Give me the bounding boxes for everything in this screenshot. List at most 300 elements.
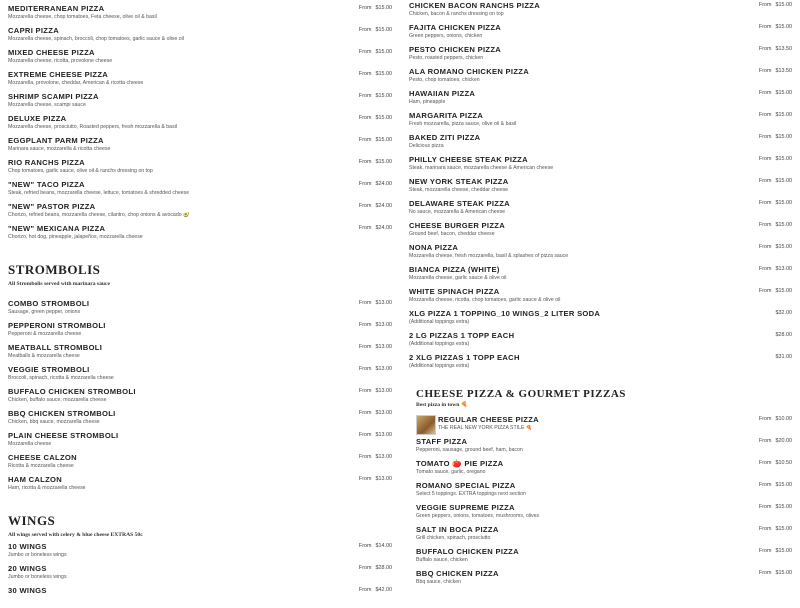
item-price	[776, 332, 793, 338]
from-label: From	[758, 504, 772, 510]
item-name: SHRIMP SCAMPI PIZZA	[8, 92, 99, 101]
from-label: From	[358, 587, 372, 593]
from-label: From	[758, 416, 772, 422]
item-price	[759, 266, 792, 272]
item-description: Mozzarella cheese, ricotta, provolone cheese	[8, 58, 113, 64]
from-label: From	[358, 159, 372, 165]
menu-item[interactable]	[8, 475, 392, 497]
menu-item[interactable]	[416, 569, 792, 591]
item-description: Jumbo or boneless wings	[8, 552, 67, 558]
item-description: Mozzarella cheese	[8, 441, 52, 447]
item-price	[359, 93, 392, 99]
item-name: DELUXE PIZZA	[8, 114, 67, 123]
item-name: NEW YORK STEAK PIZZA	[409, 177, 509, 186]
item-description: Pepperoni & mozzarella cheese	[8, 331, 82, 337]
item-description: No sauce, mozzarella & American cheese	[409, 209, 506, 215]
from-label: From	[358, 203, 372, 209]
item-price	[359, 203, 392, 209]
from-label: From	[758, 288, 772, 294]
price-value: $13.00	[375, 344, 392, 350]
item-description: Mozzarella, provolone, cheddar, American & ricotta cheese	[8, 80, 144, 86]
item-price	[359, 27, 392, 33]
from-label: From	[358, 454, 372, 460]
price-value: $42.00	[375, 587, 392, 593]
price-value: $28.00	[775, 332, 792, 338]
item-description: Ground beef, bacon, cheddar cheese	[409, 231, 495, 237]
item-name: ALA ROMANO CHICKEN PIZZA	[409, 67, 529, 76]
menu-item[interactable]	[8, 180, 392, 202]
price-value: $13.00	[375, 366, 392, 372]
item-name: "NEW" PASTOR PIZZA	[8, 202, 96, 211]
item-price	[759, 460, 792, 466]
item-description: Pepperoni, sausage, ground beef, ham, bacon	[416, 447, 523, 453]
from-label: From	[358, 543, 372, 549]
menu-item[interactable]	[416, 415, 792, 437]
menu-item[interactable]	[416, 459, 792, 481]
item-description: Chorizo, hot dog, pineapple, jalapeños, mozzarella cheese	[8, 234, 143, 240]
item-description: Bbq sauce, chicken	[416, 579, 461, 585]
strombolis-section	[8, 262, 392, 497]
menu-item[interactable]	[8, 4, 392, 26]
item-description: Meatballs & mozzarella cheese	[8, 353, 80, 359]
price-value: $13.00	[375, 410, 392, 416]
item-price	[359, 159, 392, 165]
item-price	[359, 454, 392, 460]
item-name: BIANCA PIZZA (WHITE)	[409, 265, 500, 274]
price-value: $15.00	[375, 93, 392, 99]
item-price	[359, 181, 392, 187]
price-value: $15.00	[375, 49, 392, 55]
menu-item[interactable]	[409, 265, 792, 287]
wings-title: WINGS	[8, 513, 56, 528]
price-value: $24.00	[375, 203, 392, 209]
from-label: From	[758, 222, 772, 228]
item-name: MEATBALL STROMBOLI	[8, 343, 103, 352]
item-description: Grill chicken, spinach, prosciutto	[416, 535, 491, 541]
item-description: Jumbo or boneless wings	[8, 574, 67, 580]
left-column	[8, 0, 392, 595]
menu-item[interactable]	[8, 564, 392, 586]
menu-item[interactable]	[8, 365, 392, 387]
wings-subtitle: All wings served with celery & blue cheese EXTRAS 50c	[8, 532, 143, 538]
item-description: Ricotta & mozzarella cheese	[8, 463, 74, 469]
item-name: STAFF PIZZA	[416, 437, 468, 446]
menu-item[interactable]	[409, 199, 792, 221]
item-price	[359, 115, 392, 121]
item-description: Chicken, buffalo sauce, mozzarella cheese	[8, 397, 107, 403]
from-label: From	[758, 460, 772, 466]
from-label: From	[358, 432, 372, 438]
price-value: $15.00	[375, 71, 392, 77]
item-price	[759, 156, 792, 162]
price-value: $13.00	[375, 300, 392, 306]
from-label: From	[758, 438, 772, 444]
price-value: $15.00	[775, 548, 792, 554]
item-name: BBQ CHICKEN PIZZA	[416, 569, 499, 578]
gourmet-section	[416, 388, 792, 591]
price-value: $28.00	[375, 565, 392, 571]
item-description: Ham, pineapple	[409, 99, 446, 105]
item-price	[759, 68, 792, 74]
item-name: CAPRI PIZZA	[8, 26, 59, 35]
price-value: $15.00	[775, 504, 792, 510]
price-value: $15.00	[775, 526, 792, 532]
menu-item[interactable]	[409, 111, 792, 133]
right-column	[409, 0, 792, 585]
from-label: From	[358, 93, 372, 99]
item-price	[359, 344, 392, 350]
item-description: Mozzarella cheese, garlic sauce & olive oil	[409, 275, 507, 281]
item-description: (Additional toppings extra)	[409, 363, 470, 369]
item-price	[759, 134, 792, 140]
price-value: $15.00	[775, 90, 792, 96]
from-label: From	[358, 366, 372, 372]
item-description: Pesto, roasted peppers, chicken	[409, 55, 484, 61]
item-price	[359, 5, 392, 11]
item-name: MEDITERRANEAN PIZZA	[8, 4, 105, 13]
menu-item[interactable]	[409, 309, 792, 331]
item-price	[359, 565, 392, 571]
item-description: Buffalo sauce, chicken	[416, 557, 468, 563]
price-value: $15.00	[375, 137, 392, 143]
item-name: FAJITA CHICKEN PIZZA	[409, 23, 502, 32]
item-description: Tomato sauce, garlic, oregano	[416, 469, 486, 475]
from-label: From	[358, 49, 372, 55]
item-price	[759, 90, 792, 96]
item-name: REGULAR CHEESE PIZZA	[438, 415, 539, 424]
item-price	[359, 543, 392, 549]
from-label: From	[358, 565, 372, 571]
item-price	[776, 310, 793, 316]
item-name: SALT IN BOCA PIZZA	[416, 525, 499, 534]
item-name: 10 WINGS	[8, 542, 47, 551]
item-description: Fresh mozzarella, pizza sauce, olive oil & basil	[409, 121, 517, 127]
item-name: EGGPLANT PARM PIZZA	[8, 136, 104, 145]
price-value: $13.00	[375, 454, 392, 460]
pizza-list-right	[409, 1, 792, 375]
item-price	[759, 178, 792, 184]
from-label: From	[758, 200, 772, 206]
item-description: THE REAL NEW YORK PIZZA STILE 🍕	[438, 425, 533, 431]
price-value: $13.00	[375, 322, 392, 328]
item-name: CHEESE BURGER PIZZA	[409, 221, 505, 230]
strombolis-title: STROMBOLIS	[8, 262, 101, 277]
item-name: TOMATO 🍅 PIE PIZZA	[416, 459, 504, 468]
item-name: MARGARITA PIZZA	[409, 111, 484, 120]
from-label: From	[358, 388, 372, 394]
menu-item[interactable]	[409, 331, 792, 353]
menu-item[interactable]	[8, 321, 392, 343]
gourmet-subtitle: Best pizza in town 🍕	[416, 402, 468, 408]
item-name: PHILLY CHEESE STEAK PIZZA	[409, 155, 528, 164]
item-name: 20 WINGS	[8, 564, 47, 573]
price-value: $13.50	[775, 68, 792, 74]
from-label: From	[758, 244, 772, 250]
item-description: Marinara sauce, mozzarella & ricotta cheese	[8, 146, 111, 152]
menu-item[interactable]	[416, 503, 792, 525]
price-value: $15.00	[775, 200, 792, 206]
from-label: From	[358, 410, 372, 416]
from-label: From	[358, 27, 372, 33]
from-label: From	[358, 71, 372, 77]
menu-item[interactable]	[409, 177, 792, 199]
item-name: PESTO CHICKEN PIZZA	[409, 45, 502, 54]
price-value: $15.00	[375, 5, 392, 11]
item-name: "NEW" TACO PIZZA	[8, 180, 85, 189]
item-price	[359, 300, 392, 306]
strombolis-list	[8, 299, 392, 497]
item-price	[776, 354, 793, 360]
price-value: $13.00	[375, 432, 392, 438]
from-label: From	[358, 181, 372, 187]
from-label: From	[358, 115, 372, 121]
price-value: $10.50	[775, 460, 792, 466]
from-label: From	[758, 68, 772, 74]
item-price	[359, 432, 392, 438]
menu-item[interactable]	[416, 547, 792, 569]
from-label: From	[358, 322, 372, 328]
from-label: From	[758, 134, 772, 140]
from-label: From	[358, 225, 372, 231]
price-value: $13.00	[375, 476, 392, 482]
item-name: MIXED CHEESE PIZZA	[8, 48, 95, 57]
menu-item[interactable]	[8, 299, 392, 321]
item-description: Sausage, green pepper, onions	[8, 309, 81, 315]
item-description: (Additional toppings extra)	[409, 319, 470, 325]
item-description: Mozzarella cheese, spinach, broccoli, chop tomatoes, garlic sauce & olive oil	[8, 36, 184, 42]
price-value: $15.00	[775, 24, 792, 30]
from-label: From	[758, 24, 772, 30]
menu-item[interactable]	[409, 133, 792, 155]
item-price	[759, 24, 792, 30]
menu-item[interactable]	[409, 67, 792, 89]
item-description: Select 5 toppings. EXTRA toppings next section	[416, 491, 526, 497]
item-description: Chorizo, refried beans, mozzarella cheese, cilantro, chop onions & avocado 🥑	[8, 212, 190, 218]
price-value: $15.00	[775, 288, 792, 294]
item-description: Chop tomatoes, garlic sauce, olive oil & ranchs dressing on top	[8, 168, 153, 174]
price-value: $20.00	[775, 438, 792, 444]
price-value: $13.00	[375, 388, 392, 394]
item-description: Ham, ricotta & mozzarella cheese	[8, 485, 86, 491]
item-price	[359, 366, 392, 372]
item-name: BBQ CHICKEN STROMBOLI	[8, 409, 116, 418]
item-price	[759, 244, 792, 250]
menu-item[interactable]	[8, 48, 392, 70]
from-label: From	[758, 266, 772, 272]
item-price	[759, 200, 792, 206]
item-description: Mozzarella cheese, scampi sauce	[8, 102, 86, 108]
item-name: CHICKEN BACON RANCHS PIZZA	[409, 1, 540, 10]
item-name: XLG PIZZA 1 TOPPING_10 WINGS_2 LITER SODA	[409, 309, 601, 318]
price-value: $15.00	[375, 159, 392, 165]
menu-item[interactable]	[8, 202, 392, 224]
price-value: $32.00	[775, 310, 792, 316]
menu-item[interactable]	[8, 26, 392, 48]
item-description: Delicious pizza	[409, 143, 444, 149]
price-value: $13.50	[775, 46, 792, 52]
price-value: $15.00	[375, 27, 392, 33]
from-label: From	[358, 5, 372, 11]
from-label: From	[758, 112, 772, 118]
item-name: RIO RANCHS PIZZA	[8, 158, 85, 167]
item-name: BUFFALO CHICKEN PIZZA	[416, 547, 519, 556]
from-label: From	[758, 548, 772, 554]
wings-section	[8, 513, 392, 608]
item-price	[359, 137, 392, 143]
from-label: From	[758, 2, 772, 8]
price-value: $24.00	[375, 181, 392, 187]
from-label: From	[358, 300, 372, 306]
item-name: EXTREME CHEESE PIZZA	[8, 70, 109, 79]
price-value: $10.00	[775, 416, 792, 422]
item-description: Chicken, bbq sauce, mozzarella cheese	[8, 419, 100, 425]
item-price	[759, 46, 792, 52]
item-price	[759, 288, 792, 294]
menu-item[interactable]	[416, 481, 792, 503]
menu-item[interactable]	[8, 224, 392, 246]
menu-item[interactable]	[409, 89, 792, 111]
item-description: (Additional toppings extra)	[409, 341, 470, 347]
item-name: WHITE SPINACH PIZZA	[409, 287, 500, 296]
price-value: $24.00	[375, 225, 392, 231]
item-description: Broccoli, spinach, ricotta & mozzarella cheese	[8, 375, 114, 381]
item-price	[759, 526, 792, 532]
item-name: COMBO STROMBOLI	[8, 299, 90, 308]
item-price	[759, 504, 792, 510]
menu-item[interactable]	[409, 155, 792, 177]
menu-item[interactable]	[416, 525, 792, 547]
price-value: $15.00	[375, 115, 392, 121]
item-price	[359, 71, 392, 77]
from-label: From	[758, 570, 772, 576]
price-value: $15.00	[775, 112, 792, 118]
item-name: BAKED ZITI PIZZA	[409, 133, 481, 142]
menu-item[interactable]	[409, 221, 792, 243]
item-description: Mozzarella cheese, prosciutto, Roasted peppers, fresh mozzarella & basil	[8, 124, 177, 130]
from-label: From	[758, 482, 772, 488]
from-label: From	[758, 46, 772, 52]
item-price	[759, 438, 792, 444]
price-value: $15.00	[775, 244, 792, 250]
menu-item[interactable]	[8, 158, 392, 180]
item-description: Pesto, chop tomatoes, chicken	[409, 77, 480, 83]
item-price	[759, 2, 792, 8]
from-label: From	[758, 178, 772, 184]
menu-item[interactable]	[409, 1, 792, 23]
gourmet-list	[416, 415, 792, 591]
item-name: VEGGIE SUPREME PIZZA	[416, 503, 515, 512]
menu-item[interactable]	[8, 92, 392, 114]
item-name: VEGGIE STROMBOLI	[8, 365, 90, 374]
item-price	[759, 548, 792, 554]
item-name: ROMANO SPECIAL PIZZA	[416, 481, 516, 490]
from-label: From	[358, 344, 372, 350]
menu-item[interactable]	[409, 45, 792, 67]
item-description: Mozzarella cheese, chop tomatoes, Feta cheese, olive oil & basil	[8, 14, 157, 20]
menu-item[interactable]	[409, 287, 792, 309]
price-value: $14.00	[375, 543, 392, 549]
menu-item[interactable]	[8, 114, 392, 136]
item-price	[759, 570, 792, 576]
item-name: 2 XLG PIZZAS 1 TOPP EACH	[409, 353, 520, 362]
menu-item[interactable]	[8, 431, 392, 453]
menu-item[interactable]	[416, 437, 792, 459]
price-value: $15.00	[775, 156, 792, 162]
item-name: 2 LG PIZZAS 1 TOPP EACH	[409, 331, 515, 340]
item-name: PLAIN CHEESE STROMBOLI	[8, 431, 119, 440]
item-price	[359, 476, 392, 482]
item-description: Chicken, bacon & ranchs dressing on top	[409, 11, 504, 17]
menu-item[interactable]	[8, 586, 392, 608]
item-price	[359, 587, 392, 593]
price-value: $13.00	[775, 266, 792, 272]
menu-item[interactable]	[8, 453, 392, 475]
pizza-list-left	[8, 4, 392, 246]
menu-item[interactable]	[8, 387, 392, 409]
item-name: HAM CALZON	[8, 475, 63, 484]
item-description: Steak, marinara sauce, mozzarella cheese & American cheese	[409, 165, 554, 171]
item-price	[759, 482, 792, 488]
item-description: Steak, refried beans, mozzarella cheese, lettuce, tomatoes & shredded cheese	[8, 190, 190, 196]
item-price	[759, 416, 792, 422]
menu-item[interactable]	[409, 353, 792, 375]
item-price	[359, 225, 392, 231]
item-description: Green peppers, onions, tomatoes, mushrooms, olives	[416, 513, 540, 519]
item-name: 30 WINGS	[8, 586, 47, 595]
from-label: From	[758, 90, 772, 96]
item-description: Mozzarella cheese, ricotta, chop tomatoes, garlic sauce & olive oil	[409, 297, 561, 303]
price-value: $15.00	[775, 2, 792, 8]
from-label: From	[758, 156, 772, 162]
item-price	[359, 49, 392, 55]
from-label: From	[758, 526, 772, 532]
menu-item[interactable]	[8, 542, 392, 564]
from-label: From	[358, 476, 372, 482]
menu-item[interactable]	[8, 409, 392, 431]
item-name: PEPPERONI STROMBOLI	[8, 321, 106, 330]
wings-list	[8, 542, 392, 608]
pizza-thumbnail-image	[416, 415, 436, 435]
menu-item[interactable]	[8, 70, 392, 92]
price-value: $15.00	[775, 482, 792, 488]
item-description: Green peppers, onions, chicken	[409, 33, 483, 39]
menu-item[interactable]	[409, 243, 792, 265]
item-description: Steak, mozzarella cheese, cheddar cheese	[409, 187, 509, 193]
item-name: HAWAIIAN PIZZA	[409, 89, 476, 98]
strombolis-subtitle: All Strombolis served with marinara sauce	[8, 281, 110, 287]
item-name: NONA PIZZA	[409, 243, 459, 252]
price-value: $15.00	[775, 222, 792, 228]
item-description: Mozzarella cheese, fresh mozzarella, basil & splashes of pizza sauce	[409, 253, 569, 259]
menu-item[interactable]	[8, 136, 392, 158]
item-name: "NEW" MEXICANA PIZZA	[8, 224, 106, 233]
item-price	[759, 112, 792, 118]
item-name: CHEESE CALZON	[8, 453, 77, 462]
price-value: $15.00	[775, 570, 792, 576]
item-price	[759, 222, 792, 228]
gourmet-title: CHEESE PIZZA & GOURMET PIZZAS	[416, 388, 626, 400]
menu-item[interactable]	[409, 23, 792, 45]
item-name: BUFFALO CHICKEN STROMBOLI	[8, 387, 136, 396]
item-price	[359, 410, 392, 416]
price-value: $31.00	[775, 354, 792, 360]
price-value: $15.00	[775, 178, 792, 184]
price-value: $15.00	[775, 134, 792, 140]
menu-item[interactable]	[8, 343, 392, 365]
item-price	[359, 322, 392, 328]
item-name: DELAWARE STEAK PIZZA	[409, 199, 510, 208]
from-label: From	[358, 137, 372, 143]
